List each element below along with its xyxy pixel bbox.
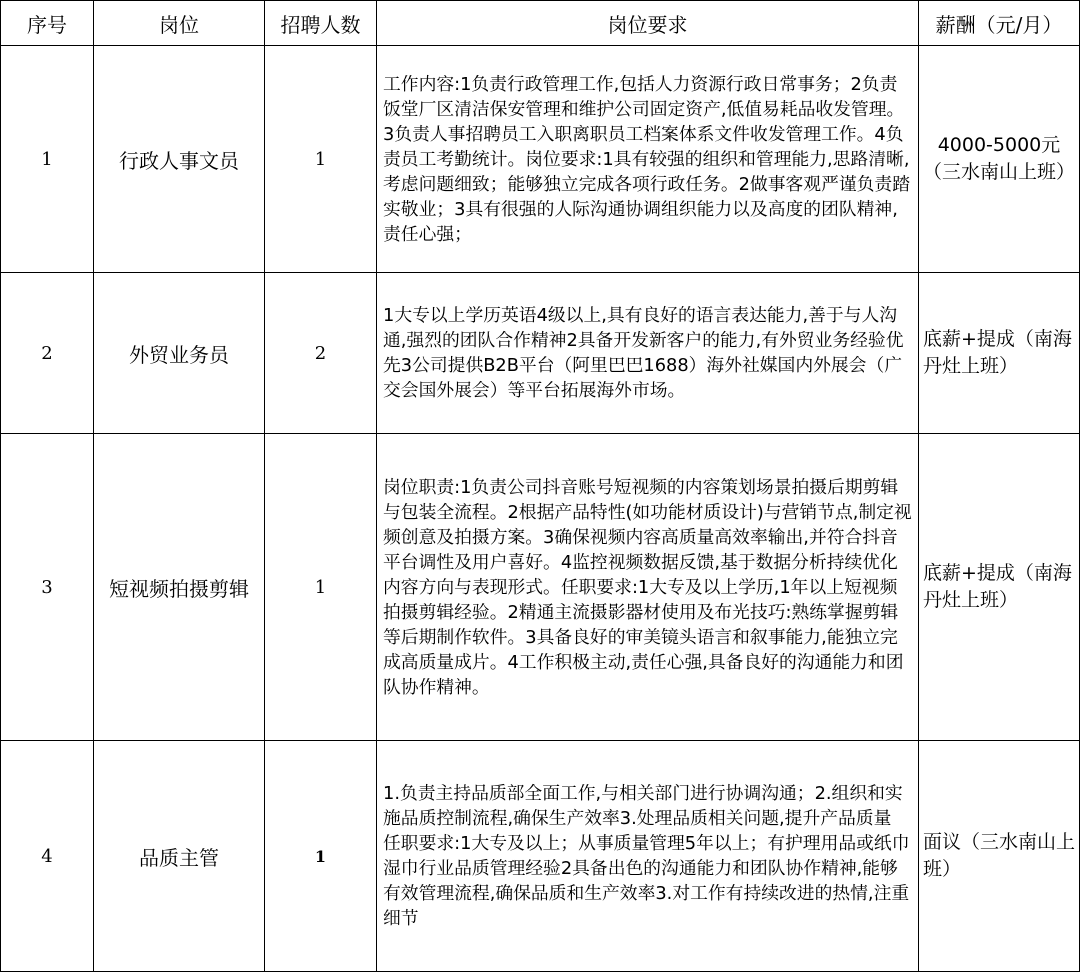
row-salary: 4000-5000元（三水南山上班） xyxy=(919,46,1080,273)
table-row xyxy=(1,273,1080,434)
row-position: 品质主管 xyxy=(94,741,265,972)
row-count: 1 xyxy=(265,46,377,273)
row-salary: 底薪+提成（南海丹灶上班） xyxy=(919,273,1080,434)
row-seq: 1 xyxy=(1,46,94,273)
row-requirements: 1大专以上学历英语4级以上,具有良好的语言表达能力,善于与人沟通,强烈的团队合作精神2具备开发新客户的能力,有外贸业务经验优先3公司提供B2B平台（阿里巴巴1688）海外社媒国内外展会（广交会国外展会）等平台拓展海外市场。 xyxy=(377,273,919,434)
header-salary: 薪酬（元/月） xyxy=(919,1,1080,46)
row-seq: 4 xyxy=(1,741,94,972)
row-count: 1 xyxy=(265,434,377,741)
row-count: 2 xyxy=(265,273,377,434)
row-position: 行政人事文员 xyxy=(94,46,265,273)
header-seq: 序号 xyxy=(1,1,94,46)
row-requirements: 岗位职责:1负责公司抖音账号短视频的内容策划场景拍摄后期剪辑与包装全流程。2根据产品特性(如功能材质设计)与营销节点,制定视频创意及拍摄方案。3确保视频内容高质量高效率输出,并符合抖音平台调性及用户喜好。4监控视频数据反馈,基于数据分析持续优化内容方向与表现形式。任职要求:1大专及以上学历,1年以上短视频拍摄剪辑经验。2精通主流摄影器材使用及布光技巧:熟练掌握剪辑等后期制作软件。3具备良好的审美镜头语言和叙事能力,能独立完成高质量成片。4工作积极主动,责任心强,具备良好的沟通能力和团队协作精神。 xyxy=(377,434,919,741)
header-requirements: 岗位要求 xyxy=(377,1,919,46)
row-salary: 面议（三水南山上班） xyxy=(919,741,1080,972)
row-count: 1 xyxy=(265,741,377,972)
header-count: 招聘人数 xyxy=(265,1,377,46)
header-position: 岗位 xyxy=(94,1,265,46)
row-position: 外贸业务员 xyxy=(94,273,265,434)
row-requirements: 工作内容:1负责行政管理工作,包括人力资源行政日常事务；2负责饭堂厂区清洁保安管理和维护公司固定资产,低值易耗品收发管理。3负责人事招聘员工入职离职员工档案体系文件收发管理工作。4负责员工考勤统计。岗位要求:1具有较强的组织和管理能力,思路清晰,考虑问题细致；能够独立完成各项行政任务。2做事客观严谨负责踏实敬业；3具有很强的人际沟通协调组织能力以及高度的团队精神,责任心强； xyxy=(377,46,919,273)
row-position: 短视频拍摄剪辑 xyxy=(94,434,265,741)
table-row xyxy=(1,741,1080,972)
header-row xyxy=(1,1,1080,46)
row-requirements: 1.负责主持品质部全面工作,与相关部门进行协调沟通；2.组织和实施品质控制流程,确保生产效率3.处理品质相关问题,提升产品质量 任职要求:1大专及以上；从事质量管理5年以上；有护理用品或纸巾湿巾行业品质管理经验2具备出色的沟通能力和团队协作精神,能够有效管理流程,确保品质和生产效率3.对工作有持续改进的热情,注重细节 xyxy=(377,741,919,972)
row-seq: 2 xyxy=(1,273,94,434)
row-seq: 3 xyxy=(1,434,94,741)
table-row xyxy=(1,46,1080,273)
row-salary: 底薪+提成（南海丹灶上班） xyxy=(919,434,1080,741)
table-row xyxy=(1,434,1080,741)
